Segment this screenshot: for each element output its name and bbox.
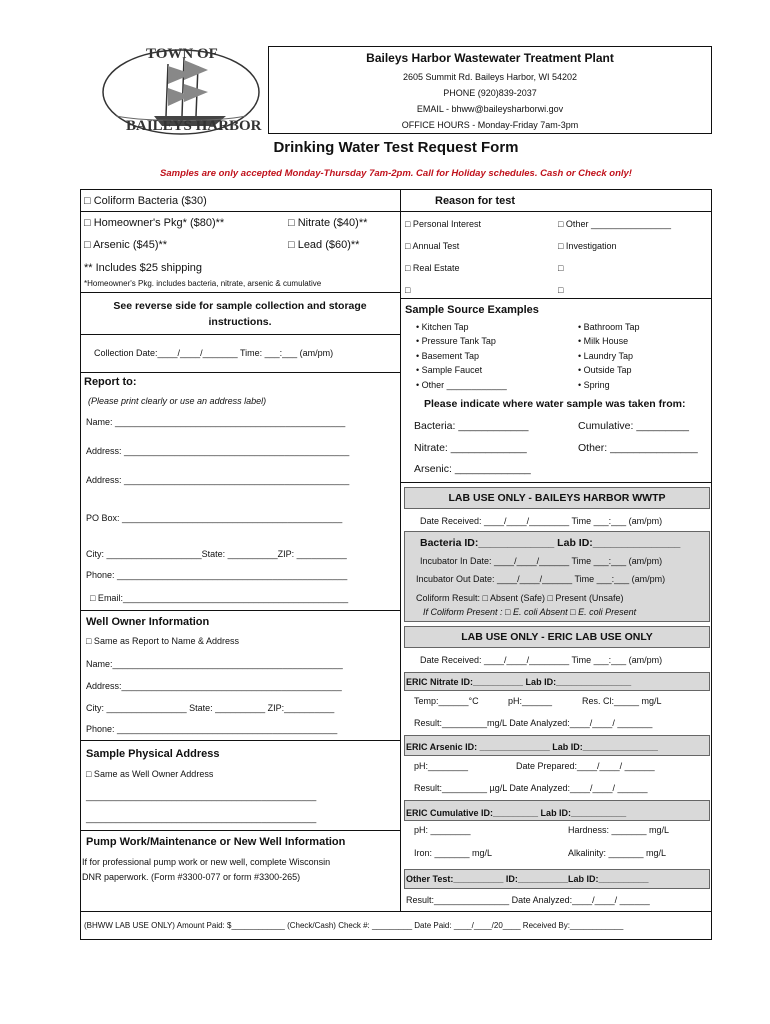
coliform-checkbox[interactable]: □ Coliform Bacteria ($30) (84, 195, 207, 207)
temp-field[interactable]: Temp:______°C (414, 696, 479, 706)
cumulative-ph-field[interactable]: pH: ________ (414, 825, 471, 835)
arsenic-result-field[interactable]: Result:_________ µg/L Date Analyzed:____/____/ ______ (414, 783, 648, 793)
eric-arsenic-id-field[interactable]: ERIC Arsenic ID: ______________ Lab ID:_______________ (406, 742, 658, 752)
source-label: Laundry Tap (583, 351, 634, 361)
well-owner-title: Well Owner Information (86, 616, 210, 628)
pump-work-title: Pump Work/Maintenance or New Well Information (86, 836, 346, 848)
nitrate-checkbox[interactable]: □ Nitrate ($40)** (288, 217, 368, 229)
source-label: Other ____________ (421, 380, 507, 390)
incubator-in-field[interactable]: Incubator In Date: ____/____/______ Time ___:___ (am/pm) (420, 556, 663, 566)
well-owner-same-checkbox[interactable]: □ Same as Report to Name & Address (86, 636, 240, 646)
org-phone: PHONE (920)839-2037 (443, 88, 537, 98)
collection-date[interactable]: Collection Date:____/____/_______ Time: ___:___ (am/pm) (94, 348, 334, 358)
reason-other-checkbox[interactable]: □ Other ________________ (558, 219, 672, 229)
report-to-hint: (Please print clearly or use an address label) (88, 396, 267, 406)
report-po-box-field[interactable]: PO Box: ____________________________________________ (86, 513, 343, 523)
report-address-field[interactable]: Address: _____________________________________________ (86, 446, 350, 456)
source-label: Milk House (583, 336, 629, 346)
homeowners-pkg-checkbox[interactable]: □ Homeowner's Pkg* ($80)** (84, 217, 225, 229)
alkalinity-field[interactable]: Alkalinity: _______ mg/L (568, 848, 667, 858)
nitrate-ph-field[interactable]: pH:______ (508, 696, 553, 706)
date-prepared-field[interactable]: Date Prepared:____/____/ ______ (516, 761, 655, 771)
org-email: EMAIL - bhww@baileysharborwi.gov (416, 104, 564, 114)
source-left-item: • Sample Faucet (416, 365, 483, 375)
reason-real-estate-checkbox[interactable]: □ Real Estate (405, 263, 460, 273)
source-left-item: • Other ____________ (416, 380, 507, 390)
other-location-field[interactable]: Other: _______________ (578, 442, 698, 454)
samples-notice: Samples are only accepted Monday-Thursday 7am-2pm. Call for Holiday schedules. Cash or Check only! (160, 168, 632, 179)
town-logo (96, 44, 266, 140)
eric-nitrate-id-field[interactable]: ERIC Nitrate ID:__________ Lab ID:_______________ (406, 677, 632, 687)
source-label: Kitchen Tap (421, 322, 469, 332)
source-left-item: • Basement Tap (416, 351, 480, 361)
org-address: 2605 Summit Rd. Baileys Harbor, WI 54202 (402, 72, 578, 82)
logo-text-top: TOWN OF (146, 46, 218, 62)
nitrate-location-field[interactable]: Nitrate: _____________ (414, 442, 527, 454)
incubator-out-field[interactable]: Incubator Out Date: ____/____/______ Time ___:___ (am/pm) (416, 574, 666, 584)
org-name: Baileys Harbor Wastewater Treatment Plant (366, 51, 614, 65)
iron-field[interactable]: Iron: _______ mg/L (414, 848, 493, 858)
source-left-item: • Pressure Tank Tap (416, 336, 496, 346)
eric-cumulative-id-field[interactable]: ERIC Cumulative ID:_________ Lab ID:___________ (406, 808, 627, 818)
physical-address-title: Sample Physical Address (86, 748, 220, 760)
where-taken-title: Please indicate where water sample was taken from: (424, 398, 686, 410)
report-city-state-zip[interactable]: City: ___________________State: __________ZIP: __________ (86, 549, 347, 559)
ecoli-result-field[interactable]: If Coliform Present : □ E. coli Absent □ E. coli Present (423, 607, 637, 617)
coliform-result-field[interactable]: Coliform Result: □ Absent (Safe) □ Present (Unsafe) (416, 593, 624, 603)
physical-address-line[interactable]: ______________________________________________ (86, 813, 317, 823)
lab-bh-title: LAB USE ONLY - BAILEYS HARBOR WWTP (448, 492, 666, 504)
well-owner-address-field[interactable]: Address:____________________________________________ (86, 681, 342, 691)
reverse-side-note (100, 298, 380, 330)
form-title: Drinking Water Test Request Form (273, 139, 519, 156)
pump-work-text: If for professional pump work or new well, complete Wisconsin (82, 857, 331, 867)
reverse-side-text: See reverse side for sample collection and storage instructions. (113, 300, 367, 328)
reason-investigation-checkbox[interactable]: □ Investigation (558, 241, 617, 251)
source-right-item: • Bathroom Tap (578, 322, 640, 332)
source-left-item: • Kitchen Tap (416, 322, 469, 332)
eric-date-received[interactable]: Date Received: ____/____/________ Time ___:___ (am/pm) (420, 655, 663, 665)
shipping-note: ** Includes $25 shipping (84, 262, 203, 274)
hardness-field[interactable]: Hardness: _______ mg/L (568, 825, 670, 835)
report-email-checkbox[interactable]: □ Email:_____________________________________________ (90, 593, 349, 603)
well-owner-phone-field[interactable]: Phone: ____________________________________________ (86, 724, 338, 734)
source-label: Bathroom Tap (583, 322, 640, 332)
source-label: Sample Faucet (421, 365, 483, 375)
bacteria-location-field[interactable]: Bacteria: ____________ (414, 420, 529, 432)
source-label: Spring (583, 380, 610, 390)
report-to-title: Report to: (84, 376, 137, 388)
office-hours: OFFICE HOURS - Monday-Friday 7am-3pm (401, 120, 579, 130)
lab-eric-title: LAB USE ONLY - ERIC LAB USE ONLY (461, 631, 653, 643)
nitrate-result-field[interactable]: Result:_________mg/L Date Analyzed:____/____/ _______ (414, 718, 653, 728)
payment-footer[interactable]: (BHWW LAB USE ONLY) Amount Paid: $____________ (Check/Cash) Check #: _________ Date Paid: ____/____/20____ Received By:____________ (84, 921, 624, 930)
well-owner-city-field[interactable]: City: ________________ State: __________ ZIP:__________ (86, 703, 335, 713)
reason-personal-checkbox[interactable]: □ Personal Interest (405, 219, 481, 229)
pump-work-text: DNR paperwork. (Form #3300-077 or form #3300-265) (82, 872, 301, 882)
lead-checkbox[interactable]: □ Lead ($60)** (288, 239, 360, 251)
logo-text-bottom: BAILEYS HARBOR (126, 118, 262, 134)
physical-address-same-checkbox[interactable]: □ Same as Well Owner Address (86, 769, 214, 779)
report-phone-field[interactable]: Phone: ______________________________________________ (86, 570, 348, 580)
bacteria-id-field[interactable]: Bacteria ID:_____________ Lab ID:_______________ (420, 537, 681, 549)
other-result-field[interactable]: Result:_______________ Date Analyzed:____/____/ ______ (406, 895, 650, 905)
res-cl-field[interactable]: Res. Cl:_____ mg/L (582, 696, 662, 706)
source-right-item: • Laundry Tap (578, 351, 634, 361)
reason-annual-checkbox[interactable]: □ Annual Test (405, 241, 460, 251)
source-label: Pressure Tank Tap (421, 336, 496, 346)
source-right-item: • Outside Tap (578, 365, 632, 375)
source-label: Outside Tap (583, 365, 632, 375)
reason-title: Reason for test (435, 195, 516, 207)
report-name-field[interactable]: Name: ______________________________________________ (86, 417, 346, 427)
report-address2-field[interactable]: Address: _____________________________________________ (86, 475, 350, 485)
physical-address-line[interactable]: ______________________________________________ (86, 791, 317, 801)
pkg-note: *Homeowner's Pkg. includes bacteria, nitrate, arsenic & cumulative (84, 279, 322, 288)
sources-title: Sample Source Examples (405, 304, 539, 316)
reason-blank-checkbox[interactable]: □ (405, 285, 411, 295)
well-owner-name-field[interactable]: Name:______________________________________________ (86, 659, 343, 669)
reason-blank-checkbox[interactable]: □ (558, 263, 564, 273)
source-right-item: • Spring (578, 380, 610, 390)
arsenic-location-field[interactable]: Arsenic: _____________ (414, 463, 531, 475)
source-label: Basement Tap (421, 351, 480, 361)
bh-date-received[interactable]: Date Received: ____/____/________ Time ___:___ (am/pm) (420, 516, 663, 526)
other-test-field[interactable]: Other Test:__________ ID:__________Lab ID:__________ (406, 874, 649, 884)
reason-blank-checkbox[interactable]: □ (558, 285, 564, 295)
arsenic-ph-field[interactable]: pH:________ (414, 761, 469, 771)
source-right-item: • Milk House (578, 336, 629, 346)
arsenic-checkbox[interactable]: □ Arsenic ($45)** (84, 239, 168, 251)
cumulative-location-field[interactable]: Cumulative: _________ (578, 420, 689, 432)
